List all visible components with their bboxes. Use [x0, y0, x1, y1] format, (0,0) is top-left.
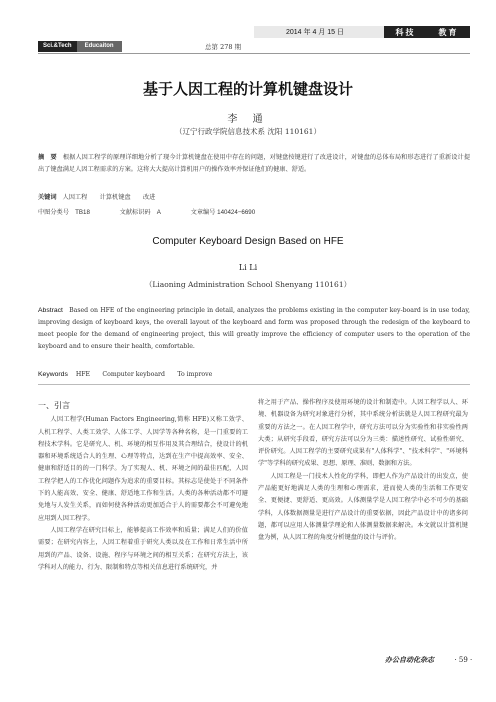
body-divider	[38, 384, 470, 385]
document-code: 文献标识码 A	[119, 209, 161, 216]
keywords-cn	[38, 192, 155, 201]
article-title: 基于人因工程的计算机键盘设计	[142, 80, 353, 98]
abstract-en	[38, 305, 470, 353]
header-divider	[38, 53, 470, 54]
body-paragraph: 人因工程学在研究目标上，能够提高工作效率和质量；满足人们的价值需要；在研究内容上，人因工程着重于研究人类以及在工作和日常生活中所用到的产品、设备、设施、程序与环境之间的相互关系；在研究方法上，该学科对人的能力、行为、限制和特点等相关信息进行系统研究，并	[38, 526, 248, 571]
issue-number: 总第 278 期	[205, 43, 242, 51]
body-right-column	[258, 397, 468, 545]
body-paragraph: 将之用于产品、操作程序及使用环境的设计和制造中。人因工程学以人、环境、机器设备为研究对象进行分析，其中系统分析法就是人因工程研究最为重要的方法之一。在人因工程学中，研究方法可以分为实验性和非实验性两大类；从研究手段看，研究方法可以分为三类：描述性研究、试验性研究、评价研究。人因工程学的主要研究成果有"人体科学"、"技术科学"、"环境科学"等学科的研究成果、思想、原理、准则、数据和方法。	[258, 399, 468, 468]
english-title: Computer Keyboard Design Based on HFE	[152, 236, 344, 247]
section-banner	[384, 26, 470, 38]
keywords-en	[38, 369, 212, 378]
keywords-en-text: HFE Computer keyboard To improve	[75, 371, 213, 378]
journal-tag	[38, 41, 122, 52]
body-paragraph: 人因工程是一门技术人性化的学科，即把人作为产品设计的出发点，使产品能更好地满足人类的生理和心理需求，进而使人类的生活和工作更安全、更便捷、更舒适、更高效。人体测量学是人因工程学中必不可少的基础学科，人体数据测量是进行产品设计的重要依据，因此产品设计中的诸多问题，都可以应用人体测量学理论和人体测量数据来解决。本文就以计算机键盘为例，从人因工程的角度分析键盘的设计与评价。	[258, 472, 468, 542]
article-number: 文章编号 140424−6690	[190, 209, 256, 216]
english-affiliation: （Liaoning Administration School Shenyang 110161）	[144, 280, 352, 289]
classification-line	[38, 207, 283, 216]
publication-date: 2014 年 4 月 15 日	[286, 29, 344, 36]
page-number: · 59 ·	[454, 656, 473, 664]
abstract-cn-text: 根据人因工程学的原理详细地分析了现今计算机键盘在使用中存在的问题，对键盘按键进行了改进设计，对键盘的总体布局和形态进行了重新设计提出了键盘满足人因工程需求的方案。这将大大提高计算机用户的操作效率并保证他们的健康、舒适。	[38, 154, 471, 173]
keywords-cn-text: 人因工程 计算机键盘 改进	[62, 194, 156, 201]
page-footer	[385, 655, 472, 665]
article-author: 李 通	[227, 114, 269, 125]
english-author: Li Li	[238, 263, 258, 272]
journal-tag-education: Educaiton	[77, 41, 122, 52]
section-label-edu: 教育	[438, 26, 459, 37]
class-number: 中图分类号 TB18	[38, 209, 90, 216]
journal-tag-scitech: Sci.&Tech	[38, 41, 77, 52]
section-label-tech: 科技	[395, 26, 416, 37]
footer-journal-name: 办公自动化杂志	[385, 655, 434, 664]
section-heading-intro: 一、引言	[38, 401, 70, 410]
article-affiliation: （辽宁行政学院信息技术系 沈阳 110161）	[175, 127, 321, 136]
abstract-cn	[38, 152, 470, 176]
abstract-cn-label: 摘 要	[38, 154, 57, 161]
keywords-cn-label: 关键词	[38, 194, 57, 201]
abstract-en-text: Based on HFE of the engineering principle in detail, analyzes the problems existing in the computer key-board is in use today, improving design of keyboard keys, the overall layout of the keyboard and form was proposed through the redesign of the keyboard to meet people for the demand of engineering project, this will greatly improve the efficiency of computer users to the operation of the keyboard and to ensure their health, comfortable.	[38, 307, 470, 350]
body-left-column	[38, 400, 248, 574]
keywords-en-label: Keywords	[38, 371, 68, 378]
body-paragraph: 人因工程学(Human Factors Engineering,简称 HFE)又称工效学、人机工程学、人类工效学、人体工学、人因学等各种名称，是一门重要的工程技术学科。它是研究人、机、环境的相互作用及其合理结合，使设计的机器和环境系统适合人的生理、心理等特点，达到在生产中提高效率、安全、健康和舒适目的的一门科学。为了实现人、机、环境之间的最佳匹配，人因工程学把人的工作优化问题作为追求的重要目标。其标志是使处于不同条件下的人能高效、安全、健康、舒适地工作和生活。人类的各种活动都不可避免地与人发生关系，而如何使各种活动更加适合于人的需要都会不可避免地应用到人因工程学。	[38, 416, 248, 522]
abstract-en-label: Abstract	[38, 307, 63, 314]
